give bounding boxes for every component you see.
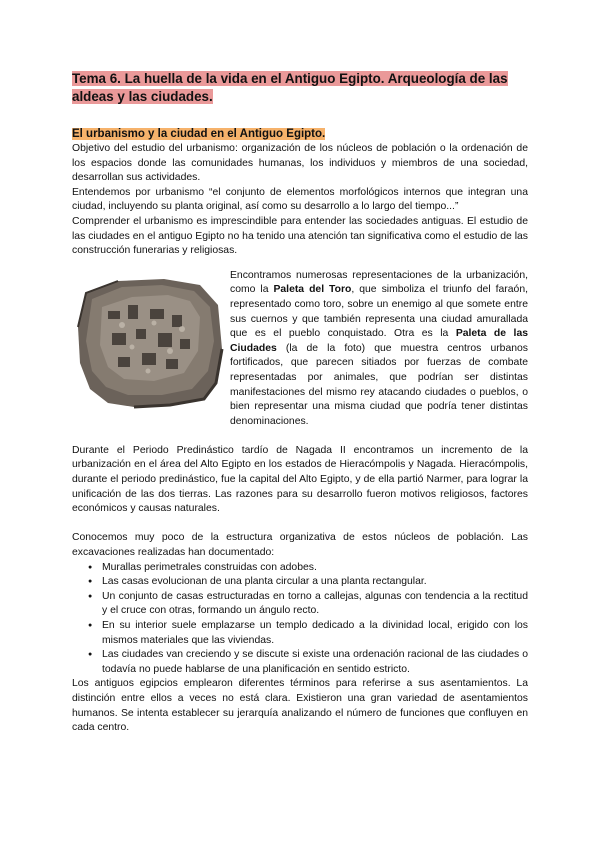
paragraph: Entendemos por urbanismo “el conjunto de elementos morfológicos internos que integran una ciudad, incluyendo su planta original, así como su desarrollo a lo largo del tiempo...” (72, 186, 528, 213)
list-item: ● En su interior suele emplazarse un templo dedicado a la divinidad local, erigido con los mismos materiales que las viviendas. (92, 619, 528, 648)
section-heading: El urbanismo y la ciudad en el Antiguo Egipto. (72, 128, 326, 140)
paragraph: Comprender el urbanismo es imprescindible para entender las sociedades antiguas. El estudio de las ciudades en el antiguo Egipto no ha tenido una atención tan significativa como el estudio de las construcción funerarias y religiosas. (72, 215, 528, 257)
figure-paragraph: Encontramos numerosas representaciones de la urbanización, como la Paleta del Toro, que simboliza el triunfo del faraón, representado como toro, sobre un enemigo al que somete entre sus cuernos y que también representa una ciudad amurallada que es el pueblo conquistado. Otra es la Paleta de las Ciudades (la de la foto) que muestra centros urbanos fortificados, que parecen sitiados por fuerzas de combate representadas por animales, que podrían ser distintas manifestaciones del mismo rey atacando ciudades o pueblos, o bien representar una misma ciudad que podría tener distintas denominaciones. (230, 269, 528, 427)
palette-stone-image (72, 271, 224, 411)
document-page (72, 70, 528, 736)
figure-block (72, 269, 528, 430)
bullet-list (72, 561, 528, 678)
list-item: ● Las ciudades van creciendo y se discute si existe una ordenación racional de las ciudades o todavía no puede hablarse de una planificación en sentido estricto. (92, 648, 528, 677)
paragraph: Los antiguos egipcios emplearon diferentes términos para referirse a sus asentamientos. La distinción entre ellos a veces no está clara. Existieron una gran variedad de asentamientos humanos. Se intenta establecer su jerarquía analizando el número de funciones que confluyen en cada centro. (72, 678, 528, 734)
paragraph: Objetivo del estudio del urbanismo: organización de los núcleos de población o la ordenación de los espacios donde las comunidades humanas, los individuos y miembros de una sociedad, desarrollan sus actividades. (72, 143, 528, 184)
paragraph: Conocemos muy poco de la estructura organizativa de estos núcleos de población. Las excavaciones realizadas han documentado: (72, 532, 528, 559)
page-title: Tema 6. La huella de la vida en el Antiguo Egipto. Arqueología de las aldeas y las ciudades. (72, 71, 508, 104)
list-item: ● Murallas perimetrales construidas con adobes. (92, 561, 528, 576)
list-item: ● Las casas evolucionan de una planta circular a una planta rectangular. (92, 575, 528, 590)
paragraph: Durante el Periodo Predinástico tardío de Nagada II encontramos un incremento de la urbanización en el área del Alto Egipto en los estados de Hieracómpolis y Nagada. Hieracómpolis, durante el periodo predinástico, fue la capital del Alto Egipto, y de ella partió Narmer, para lograr la unificación de las dos tierras. Las razones para su desarrollo fueron motivos religiosos, factores económicos y causas naturales. (72, 444, 528, 515)
list-item: ● Un conjunto de casas estructuradas en torno a callejas, algunas con tendencia a la rectitud y el cruce con otras, formando un ángulo recto. (92, 590, 528, 619)
